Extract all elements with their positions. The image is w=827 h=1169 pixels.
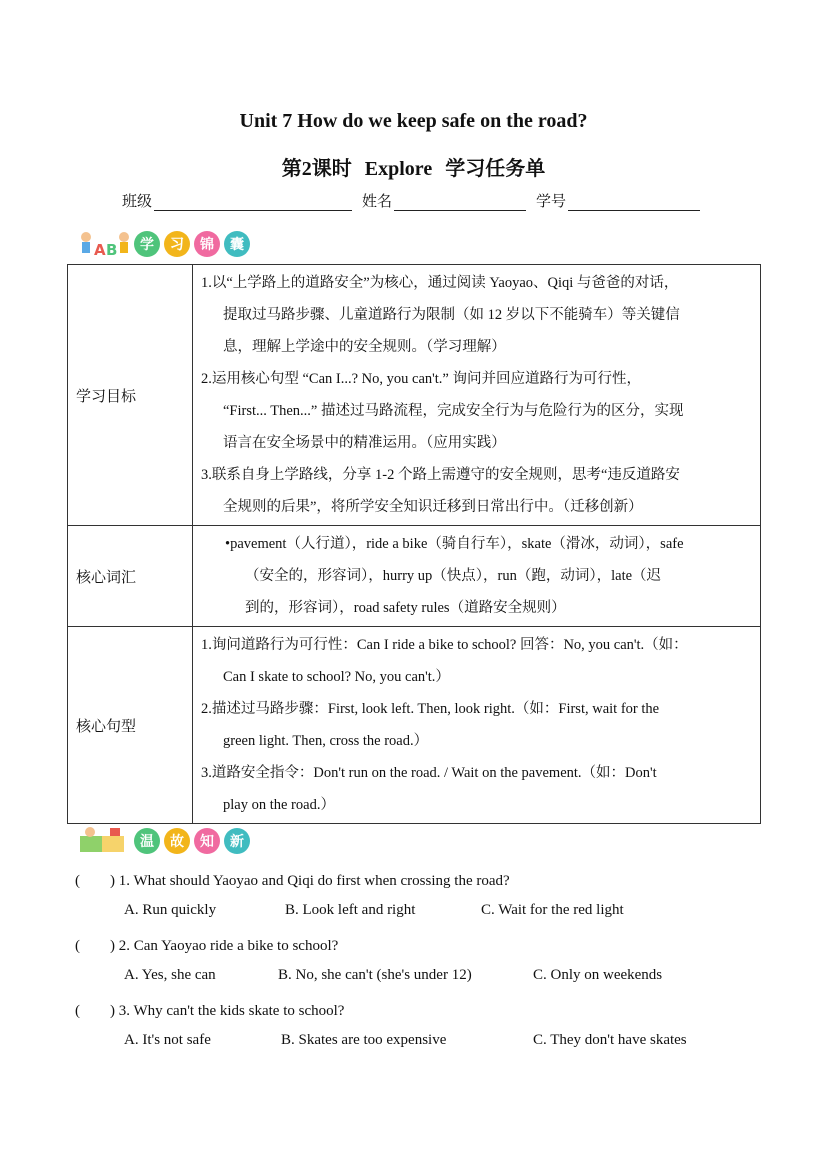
text-line: 息，理解上学途中的安全规则。（学习理解） (223, 339, 506, 355)
table-row (68, 265, 761, 526)
study-tips-banner (76, 229, 254, 259)
text-line: 3.联系自身上学路线，分享 1-2 个路上需遵守的安全规则，思考“违反道路安 (201, 467, 680, 483)
banner-char: 故 (164, 828, 190, 854)
class-label: 班级 (122, 194, 153, 210)
option-3c: C. They don't have skates (533, 1032, 687, 1048)
text-line: Can I skate to school? No, you can't.） (223, 669, 450, 685)
text-line: 1.询问道路行为可行性：Can I ride a bike to school? 回答：No, you can't.（如： (201, 637, 688, 653)
number-field[interactable] (568, 192, 700, 211)
table-row (68, 526, 761, 627)
text-line: green light. Then, cross the road.） (223, 733, 429, 749)
student-info-row (122, 190, 710, 211)
book-illustration-icon (76, 826, 134, 856)
page-subtitle (0, 152, 827, 181)
question-3: ( ) 3. Why can't the kids skate to school? (75, 1003, 345, 1019)
banner-char: 囊 (224, 231, 250, 257)
review-banner (76, 826, 254, 856)
page-title: Unit 7 How do we keep safe on the road? (239, 110, 588, 132)
text-line: 3.道路安全指令：Don't run on the road. / Wait on the pavement.（如：Don't (201, 765, 657, 781)
banner-char: 新 (224, 828, 250, 854)
banner-char: 温 (134, 828, 160, 854)
table-row (68, 627, 761, 824)
text-line: “First... Then...” 描述过马路流程，完成安全行为与危险行为的区分，实现 (223, 403, 684, 419)
task-label: 学习任务单 (445, 158, 546, 180)
banner-char: 习 (164, 231, 190, 257)
text-line: 1.以“上学路上的道路安全”为核心，通过阅读 Yaoyao、Qiqi 与爸爸的对话， (201, 275, 679, 291)
svg-text:B: B (106, 241, 118, 259)
banner-char: 锦 (194, 231, 220, 257)
lesson-label: 第2课时 (281, 158, 352, 180)
number-label: 学号 (536, 194, 567, 210)
text-line: 提取过马路步骤、儿童道路行为限制（如 12 岁以下不能骑车）等关键信 (223, 307, 680, 323)
text-line: 2.描述过马路步骤：First, look left. Then, look right.（如：First, wait for the (201, 701, 660, 717)
text-line: 语言在安全场景中的精准运用。（应用实践） (223, 435, 506, 451)
text-line: play on the road.） (223, 797, 335, 813)
banner-char: 学 (134, 231, 160, 257)
row-header-objectives: 学习目标 (68, 265, 193, 526)
name-label: 姓名 (362, 194, 393, 210)
option-3b: B. Skates are too expensive (281, 1032, 447, 1048)
section-label: Explore (364, 158, 433, 180)
vocabulary-content (193, 526, 761, 627)
option-2b: B. No, she can't (she's under 12) (278, 967, 472, 983)
learning-table (67, 264, 761, 824)
option-1a: A. Run quickly (124, 902, 217, 918)
row-header-vocabulary: 核心词汇 (68, 526, 193, 627)
question-2: ( ) 2. Can Yaoyao ride a bike to school? (75, 938, 339, 954)
text-line: 2.运用核心句型 “Can I...? No, you can't.” 询问并回应道路行为可行性， (201, 371, 641, 387)
text-line: •pavement（人行道），ride a bike（骑自行车），skate（滑冰，动词），safe (225, 536, 684, 552)
option-3a: A. It's not safe (124, 1032, 211, 1048)
svg-text:A: A (94, 241, 106, 259)
text-line: 全规则的后果”，将所学安全知识迁移到日常出行中。（迁移创新） (223, 499, 643, 515)
option-2c: C. Only on weekends (533, 967, 663, 983)
question-1: ( ) 1. What should Yaoyao and Qiqi do first when crossing the road? (75, 873, 510, 889)
text-line: 到的，形容词），road safety rules（道路安全规则） (245, 600, 566, 616)
kids-illustration-icon (76, 229, 134, 259)
objectives-content (193, 265, 761, 526)
option-1b: B. Look left and right (285, 902, 416, 918)
sentences-content (193, 627, 761, 824)
option-2a: A. Yes, she can (124, 967, 216, 983)
option-1c: C. Wait for the red light (481, 902, 624, 918)
banner-char: 知 (194, 828, 220, 854)
row-header-sentences: 核心句型 (68, 627, 193, 824)
name-field[interactable] (394, 192, 526, 211)
class-field[interactable] (154, 192, 352, 211)
text-line: （安全的，形容词），hurry up（快点），run（跑，动词），late（迟 (245, 568, 662, 584)
